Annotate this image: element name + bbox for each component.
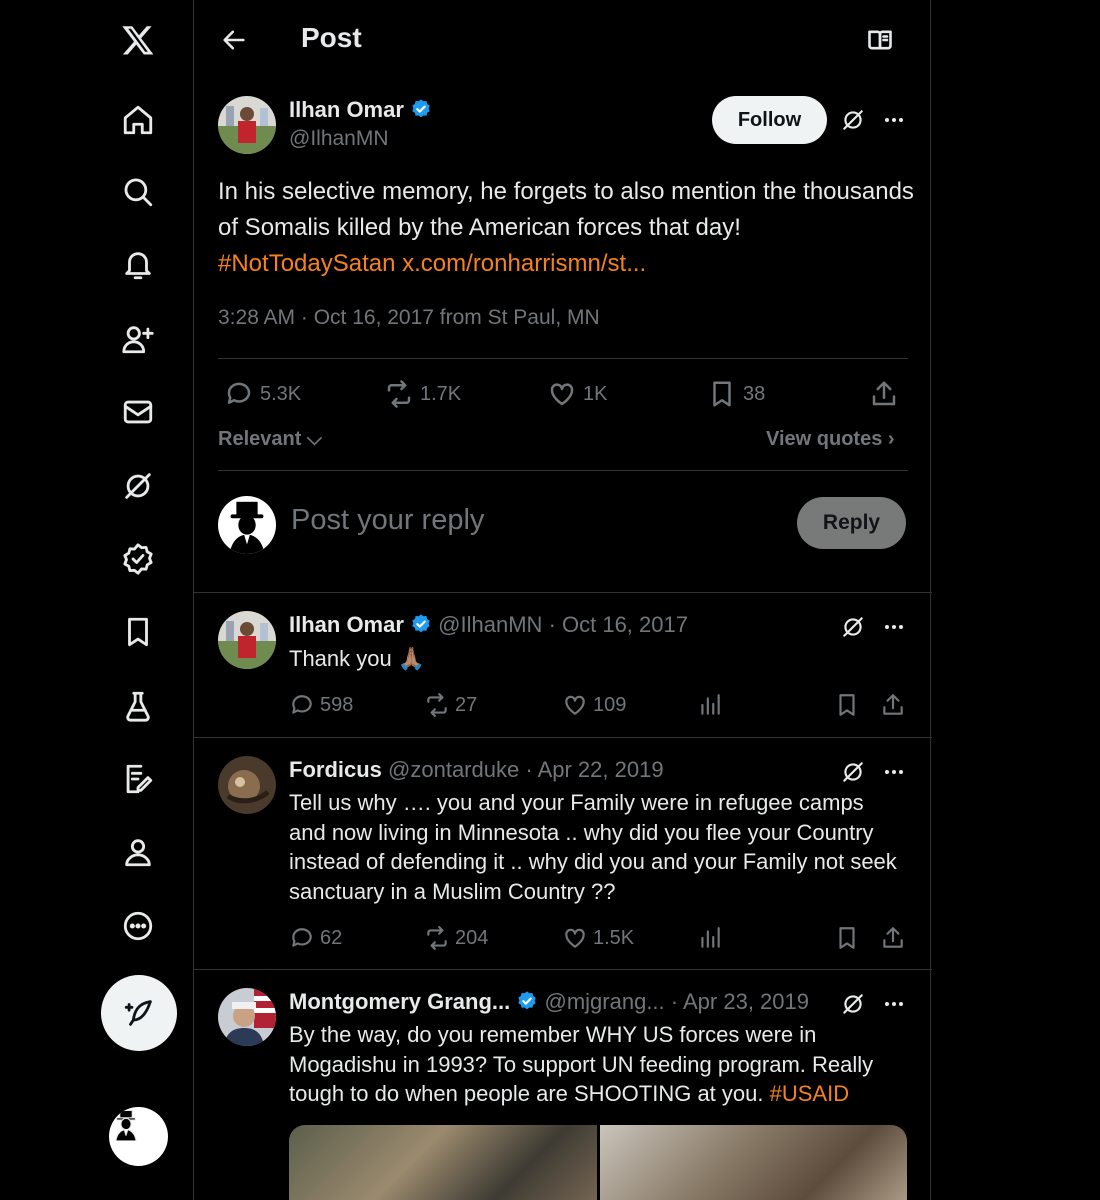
share-icon — [869, 379, 899, 409]
reply-author-name[interactable]: Ilhan Omar — [289, 612, 404, 637]
media-photo[interactable] — [600, 1125, 908, 1200]
url-link[interactable]: x.com/ronharrismn/st... — [402, 250, 647, 277]
bookmark-count: 38 — [743, 382, 766, 405]
hashtag-link[interactable]: #NotTodaySatan — [218, 250, 396, 277]
reply-author-handle[interactable]: @mjgrang... — [544, 989, 665, 1014]
notifications-bell-icon[interactable] — [116, 243, 160, 287]
more-dots-icon[interactable] — [878, 104, 910, 136]
divider — [194, 592, 932, 593]
reply-button[interactable]: Reply — [797, 497, 906, 549]
post-detail-column — [193, 0, 931, 1200]
reply-author-name[interactable]: Fordicus — [289, 757, 382, 782]
reply-count-button[interactable] — [289, 690, 353, 720]
like-count: 1.5K — [593, 926, 635, 949]
repost-icon — [424, 692, 450, 718]
repost-count-button[interactable] — [384, 376, 461, 412]
like-count: 109 — [593, 693, 627, 716]
reply-avatar[interactable] — [218, 611, 276, 669]
more-dots-icon[interactable] — [878, 756, 910, 788]
heart-icon — [562, 692, 588, 718]
verified-badge-icon[interactable] — [116, 537, 160, 581]
reply-input[interactable]: Post your reply — [291, 504, 485, 536]
post-body: In his selective memory, he forgets to also mention the thousands of Somalis killed by the American forces that day! — [218, 178, 914, 241]
reply-bubble-icon — [224, 379, 254, 409]
sort-label: Relevant — [218, 428, 302, 450]
share-button[interactable] — [880, 690, 906, 720]
share-icon — [880, 925, 906, 951]
reply-media-gallery[interactable] — [289, 1125, 907, 1200]
bookmark-icon — [707, 379, 737, 409]
reply-date[interactable]: · Apr 23, 2019 — [670, 989, 809, 1014]
bookmark-button[interactable] — [834, 690, 860, 720]
divider — [218, 470, 908, 471]
compose-post-button[interactable] — [101, 975, 177, 1051]
home-icon[interactable] — [116, 98, 160, 142]
flask-icon[interactable] — [116, 684, 160, 728]
back-arrow-icon[interactable] — [216, 22, 252, 58]
verified-check-icon — [516, 990, 538, 1012]
grok-icon[interactable] — [837, 988, 869, 1020]
account-avatar[interactable] — [109, 1107, 168, 1166]
bookmark-icon — [834, 692, 860, 718]
verified-check-icon — [410, 98, 432, 120]
heart-icon — [562, 925, 588, 951]
reply-count: 5.3K — [260, 382, 302, 405]
like-count-button[interactable] — [547, 376, 607, 412]
reply-sort-dropdown[interactable] — [218, 428, 322, 451]
bookmark-count-button[interactable] — [707, 376, 765, 412]
post-timestamp[interactable]: 3:28 AM · Oct 16, 2017 from St Paul, MN — [218, 306, 600, 329]
reply-header — [289, 989, 809, 1015]
media-photo[interactable] — [289, 1125, 597, 1200]
like-count: 1K — [583, 382, 608, 405]
reply-count: 598 — [320, 693, 354, 716]
author-avatar[interactable] — [218, 96, 276, 154]
chevron-right-icon: › — [882, 428, 895, 450]
follow-button[interactable]: Follow — [712, 96, 827, 144]
more-options-icon[interactable] — [116, 904, 160, 948]
reply-header — [289, 757, 664, 783]
grok-icon[interactable] — [116, 464, 160, 508]
add-user-icon[interactable] — [116, 317, 160, 361]
compose-feather-icon — [122, 996, 156, 1030]
share-icon — [880, 692, 906, 718]
bookmarks-icon[interactable] — [116, 610, 160, 654]
analytics-bars-icon — [697, 692, 723, 718]
share-button[interactable] — [869, 376, 899, 412]
reader-mode-icon[interactable] — [862, 22, 898, 58]
grok-icon[interactable] — [837, 104, 869, 136]
author-handle[interactable]: @IlhanMN — [289, 127, 389, 150]
post-text — [218, 174, 918, 282]
reply-bubble-icon — [289, 925, 315, 951]
bookmark-icon — [834, 925, 860, 951]
reply-author-handle[interactable]: @IlhanMN — [438, 612, 543, 637]
reply-avatar[interactable] — [218, 988, 276, 1046]
repost-count: 204 — [455, 926, 489, 949]
repost-icon — [424, 925, 450, 951]
reply-header — [289, 612, 688, 638]
like-count-button[interactable] — [562, 690, 626, 720]
repost-count: 1.7K — [420, 382, 462, 405]
analytics-button[interactable] — [697, 923, 723, 953]
repost-count: 27 — [455, 693, 478, 716]
reply-text: By the way, do you remember WHY US forces were in Mogadishu in 1993? To support UN feeding program. Really tough to do when people are SHOOTING at you. — [289, 1022, 874, 1106]
view-quotes-link[interactable] — [766, 428, 895, 451]
more-dots-icon[interactable] — [878, 611, 910, 643]
heart-icon — [547, 379, 577, 409]
messages-envelope-icon[interactable] — [116, 390, 160, 434]
grok-icon[interactable] — [837, 756, 869, 788]
articles-edit-icon[interactable] — [116, 757, 160, 801]
author-name[interactable] — [289, 97, 432, 123]
reply-text-block — [289, 1020, 904, 1109]
reply-count-button[interactable] — [224, 376, 301, 412]
divider — [218, 358, 908, 359]
search-icon[interactable] — [116, 170, 160, 214]
reply-date[interactable]: · Oct 16, 2017 — [548, 612, 688, 637]
reply-text: Tell us why …. you and your Family were in refugee camps and now living in Minnesota .. why did you flee your Country instead of defending it .. why did you and your Family not seek sanctuary in a Muslim Country ?? — [289, 790, 897, 904]
divider — [194, 969, 932, 970]
grok-icon[interactable] — [837, 611, 869, 643]
verified-check-icon — [410, 613, 432, 635]
my-avatar — [218, 496, 276, 554]
analytics-button[interactable] — [697, 690, 723, 720]
analytics-bars-icon — [697, 925, 723, 951]
left-nav — [0, 0, 193, 1200]
reply-date[interactable]: · Apr 22, 2019 — [525, 757, 664, 782]
like-count-button[interactable] — [562, 923, 634, 953]
hashtag-link[interactable]: #USAID — [769, 1081, 850, 1106]
page-title: Post — [301, 22, 362, 53]
more-dots-icon[interactable] — [878, 988, 910, 1020]
reply-author-name[interactable]: Montgomery Grang... — [289, 989, 511, 1014]
reply-bubble-icon — [289, 692, 315, 718]
share-button[interactable] — [880, 923, 906, 953]
post-header — [194, 0, 932, 80]
view-quotes-label: View quotes — [766, 428, 883, 450]
x-logo-icon[interactable] — [116, 18, 160, 62]
chevron-down-icon: ⌵ — [301, 428, 323, 450]
bookmark-button[interactable] — [834, 923, 860, 953]
author-name-text: Ilhan Omar — [289, 97, 404, 122]
profile-icon[interactable] — [116, 830, 160, 874]
reply-avatar[interactable] — [218, 756, 276, 814]
reply-count: 62 — [320, 926, 343, 949]
repost-icon — [384, 379, 414, 409]
repost-count-button[interactable] — [424, 690, 477, 720]
reply-count-button[interactable] — [289, 923, 342, 953]
divider — [194, 737, 932, 738]
repost-count-button[interactable] — [424, 923, 488, 953]
reply-author-handle[interactable]: @zontarduke — [388, 757, 520, 782]
reply-text: Thank you 🙏🏽 — [289, 646, 426, 671]
